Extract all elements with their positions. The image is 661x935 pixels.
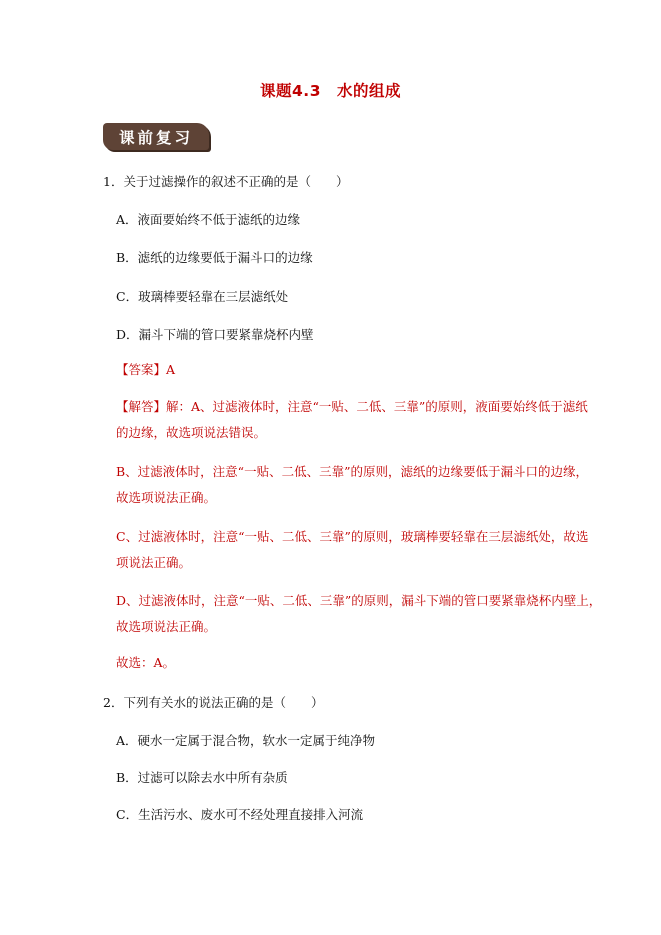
question-2-option-a: A．硬水一定属于混合物，软水一定属于纯净物: [116, 733, 376, 748]
analysis-line: D、过滤液体时，注意“一贴、二低、三靠”的原则，漏斗下端的管口要紧靠烧杯内壁上，: [116, 593, 602, 608]
analysis-line: B、过滤液体时，注意“一贴、二低、三靠”的原则，滤纸的边缘要低于漏斗口的边缘，: [116, 464, 588, 479]
final-choice: 故选：A。: [116, 655, 176, 670]
question-2-option-b: B．过滤可以除去水中所有杂质: [116, 770, 288, 785]
analysis-line: 故选项说法正确。: [116, 619, 217, 634]
section-badge: 课前复习: [103, 123, 209, 150]
analysis-line: 项说法正确。: [116, 555, 192, 570]
question-2-stem: 2．下列有关水的说法正确的是（ ）: [103, 695, 324, 710]
question-2-option-c: C．生活污水、废水可不经处理直接排入河流: [116, 807, 364, 822]
question-1-option-d: D．漏斗下端的管口要紧靠烧杯内壁: [116, 327, 314, 342]
analysis-line: 的边缘，故选项说法错误。: [116, 425, 267, 440]
question-1-option-c: C．玻璃棒要轻靠在三层滤纸处: [116, 289, 289, 304]
question-1-option-b: B．滤纸的边缘要低于漏斗口的边缘: [116, 250, 313, 265]
page-title: 课题4.3 水的组成: [260, 82, 401, 100]
analysis-line: 【解答】解：A、过滤液体时，注意“一贴、二低、三靠”的原则，液面要始终低于滤纸: [116, 399, 588, 414]
analysis-line: C、过滤液体时，注意“一贴、二低、三靠”的原则，玻璃棒要轻靠在三层滤纸处，故选: [116, 529, 589, 544]
answer-label: 【答案】: [116, 362, 167, 377]
analysis-line: 故选项说法正确。: [116, 490, 217, 505]
answer-value: A: [166, 362, 176, 377]
question-1-stem: 1．关于过滤操作的叙述不正确的是（ ）: [103, 174, 349, 189]
question-1-option-a: A．液面要始终不低于滤纸的边缘: [116, 212, 301, 227]
answer-line: [116, 362, 175, 378]
